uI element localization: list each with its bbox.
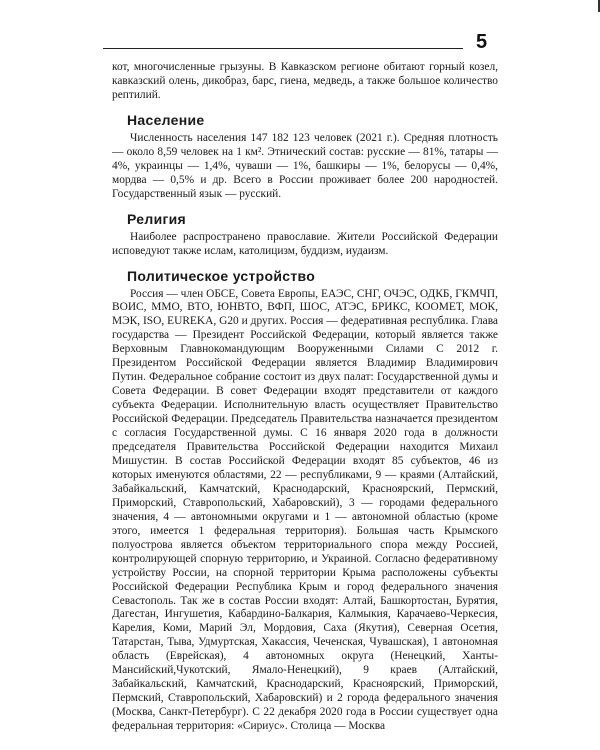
religion-paragraph: Наиболее распространено православие. Жители Российской Федерации исповедуют также ислам, католицизм, буддизм, иудаизм.	[112, 230, 498, 257]
section-title-religion: Религия	[127, 210, 186, 227]
population-paragraph: Численность населения 147 182 123 человек (2021 г.). Средняя плотность — около 8,59 человек на 1 км². Этнический состав: русские — 81%, татары — 4%, украинцы — 1,4%, чуваши — 1%, башкиры — 1%, белорусы — 0,4%, мордва — 0,5% и др. Всего в России проживает более 200 народностей. Государственный язык — русский.	[112, 131, 498, 200]
section-title-population: Население	[127, 111, 205, 128]
politics-paragraph: Россия — член ОБСЕ, Совета Европы, ЕАЭС, СНГ, ОЧЭС, ОДКБ, ГКМЧП, ВОИС, ММО, ВТО, ЮНВТО, ВФП, ШОС, АТЭС, БРИКС, КООМЕТ, МОК, МЭК, ISO, EUREKA, G20 и других. Россия — федеративная республика. Глава государства — Президент Российской Федерации, который является также Верховным Главнокомандующим Вооруженными Силами С 2012 г. Президентом Российской Федерации является Владимир Владимирович Путин. Федеральное собрание состоит из двух палат: Государственной думы и Совета Федерации. В совет Федерации входят представители от каждого субъекта Федерации. Исполнительную власть осуществляет Правительство Российской Федерации. Председатель Правительства назначается президентом с согласия Государственной думы. С 16 января 2020 года в должности председателя Правительства Российской Федерации находится Михаил Мишустин. В состав Российской Федерации входят 85 субъектов, 46 из которых именуются областями, 22 — республиками, 9 — краями (Алтайский, Забайкальский, Камчатский, Краснодарский, Красноярский, Пермский, Приморский, Ставропольский, Хабаровский), 3 — городами федерального значения, 4 — автономными округами и 1 — автономной областью (кроме этого, имеется 1 федеральная территория). Большая часть Крымского полуострова является объектом территориального спора между Россией, контролирующей спорную территорию, и Украиной. Согласно федеративному устройству России, на спорной территории Крыма расположены субъекты Российской Федерации Республика Крым и город федерального значения Севастополь. Так же в состав России входят: Алтай, Башкортостан, Бурятия, Дагестан, Ингушетия, Кабардино-Балкария, Калмыкия, Карачаево-Черкесия, Карелия, Коми, Марий Эл, Мордовия, Саха (Якутия), Северная Осетия, Татарстан, Тыва, Удмуртская, Хакассия, Чеченская, Чувашская), 1 автономная область (Еврейская), 4 автономных округа (Ненецкий, Ханты-Мансийский,Чукотский, Ямало-Ненецкий), 9 краев (Алтайский, Забайкальский, Камчатский, Краснодарский, Красноярский, Приморский, Пермский, Ставропольский, Хабаровский) и 2 города федерального значения (Москва, Санкт-Петербург). С 22 декабря 2020 года в России существует одна федеральная территория: «Сириус». Столица — Москва	[112, 287, 498, 733]
page-number: 5	[476, 31, 488, 53]
page-content	[112, 61, 498, 734]
section-title-politics: Политическое устройство	[127, 267, 316, 284]
intro-paragraph: кот, многочисленные грызуны. В Кавказском регионе обитают горный козел, кавказский олень, дикобраз, барс, гиена, медведь, а также большое количество рептилий.	[112, 61, 498, 101]
header-rule	[103, 48, 463, 49]
